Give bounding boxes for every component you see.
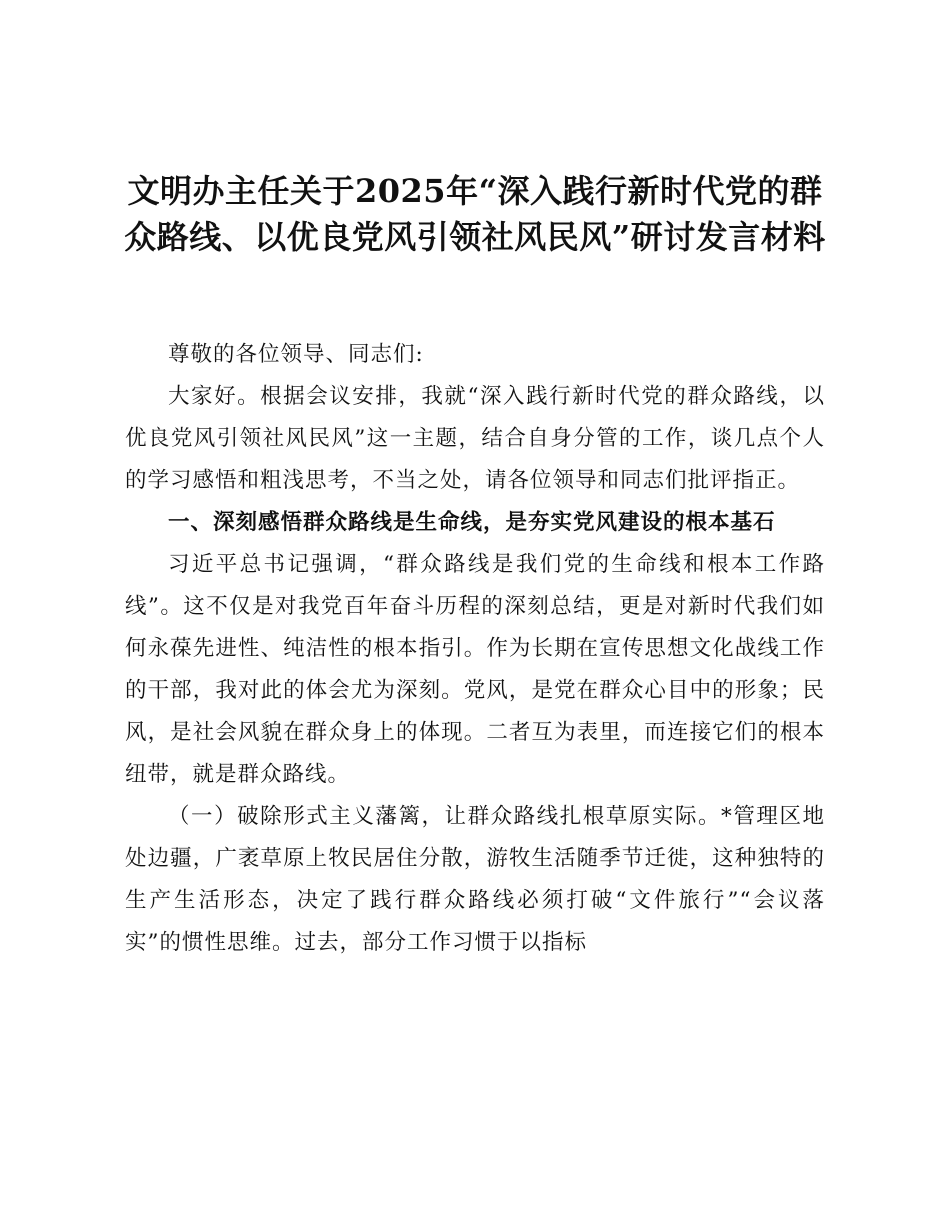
section-heading-1: 一、深刻感悟群众路线是生命线，是夯实党风建设的根本基石 xyxy=(168,510,776,535)
document-title: 文明办主任关于2025年“深入践行新时代党的群众路线、以优良党风引领社风民风”研讨发言材料 xyxy=(124,172,826,256)
subsection-1-paragraph: （一）破除形式主义藩篱，让群众路线扎根草原实际。*管理区地处边疆，广袤草原上牧民居住分散，游牧生活随季节迁徙，这种独特的生产生活形态，决定了践行群众路线必须打破“文件旅行”“会议落实”的惯性思维。过去，部分工作习惯于以指标 xyxy=(125,804,825,955)
opening-paragraph: 大家好。根据会议安排，我就“深入践行新时代党的群众路线，以优良党风引领社风民风”这一主题，结合自身分管的工作，谈几点个人的学习感悟和粗浅思考，不当之处，请各位领导和同志们批评指正。 xyxy=(125,384,825,493)
document-body xyxy=(125,334,825,964)
section-1-paragraph: 习近平总书记强调，“群众路线是我们党的生命线和根本工作路线”。这不仅是对我党百年奋斗历程的深刻总结，更是对新时代我们如何永葆先进性、纯洁性的根本指引。作为长期在宣传思想文化战线工作的干部，我对此的体会尤为深刻。党风，是党在群众心目中的形象；民风，是社会风貌在群众身上的体现。二者互为表里，而连接它们的根本纽带，就是群众路线。 xyxy=(125,552,825,787)
salutation: 尊敬的各位领导、同志们: xyxy=(168,342,424,367)
